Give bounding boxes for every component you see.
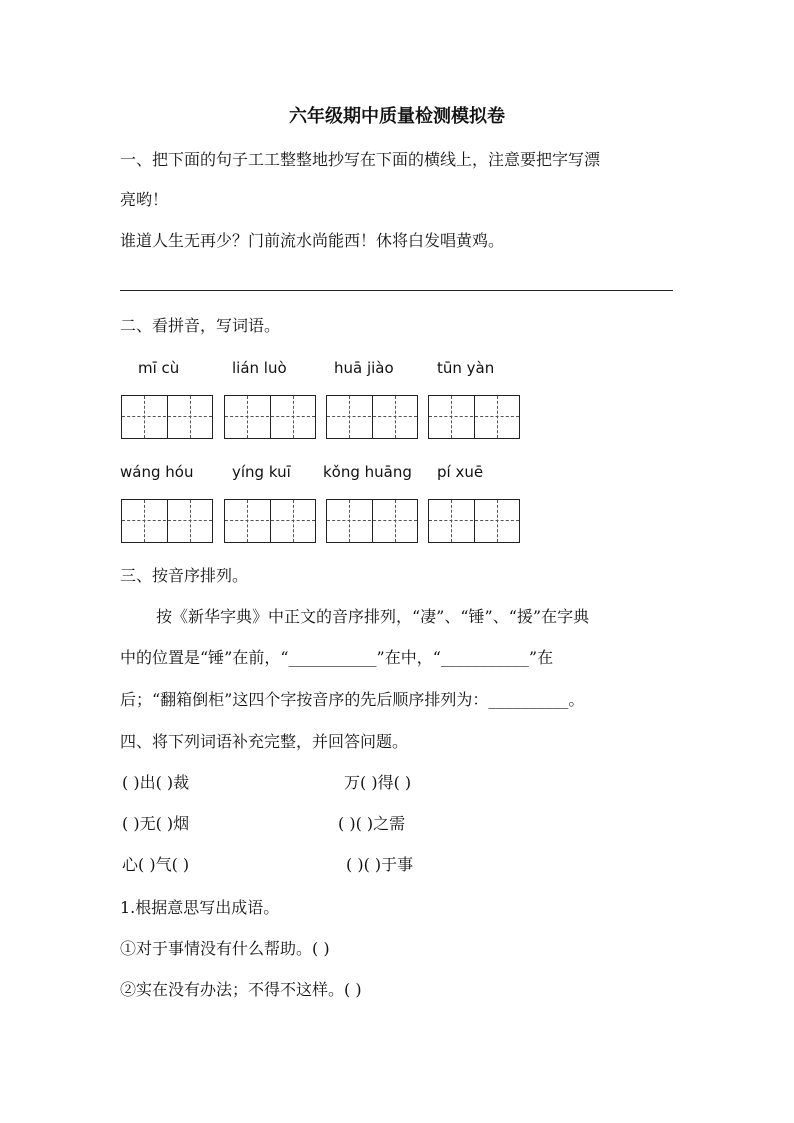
idiom-blank[interactable]: ( )( )之需 [338,814,406,833]
pinyin-item: pí xuē [437,463,484,481]
pinyin-item: huā jiào [334,359,394,377]
pinyin-item: mī cù [138,359,180,377]
idiom-blank[interactable]: 万( )得( ) [344,773,412,792]
section1-heading-line2: 亮哟！ [120,190,169,209]
idiom-blank[interactable]: ( )无( )烟 [122,814,190,833]
writing-grid[interactable] [428,499,520,543]
page-title: 六年级期中质量检测模拟卷 [289,106,505,127]
section3-heading: 三、按音序排列。 [120,566,249,585]
idiom-blank[interactable]: 心( )气( ) [122,855,190,874]
pinyin-item: tūn yàn [437,359,495,377]
section3-para-line3: 后；“翻箱倒柜”这四个字按音序的先后顺序排列为：__________。 [120,690,585,709]
section2-heading: 二、看拼音，写词语。 [120,316,281,335]
pinyin-item: yíng kuī [232,463,291,481]
section3-para-line2: 中的位置是“锤”在前，“___________”在中，“___________”在 [120,648,554,667]
section1-sentence: 谁道人生无再少？门前流水尚能西！休将白发唱黄鸡。 [120,231,505,250]
writing-grid[interactable] [326,499,418,543]
section1-heading-line1: 一、把下面的句子工工整整地抄写在下面的横线上，注意要把字写漂 [120,150,601,169]
pinyin-item: lián luò [232,359,287,377]
question-1-item-2[interactable]: ②实在没有办法；不得不这样。( ) [120,980,362,999]
pinyin-item: kǒng huāng [323,463,412,481]
question-1-item-1[interactable]: ①对于事情没有什么帮助。( ) [120,939,330,958]
idiom-blank[interactable]: ( )出( )裁 [122,773,190,792]
section4-heading: 四、将下列词语补充完整，并回答问题。 [120,732,409,751]
writing-grid[interactable] [326,395,418,439]
writing-grid[interactable] [121,395,213,439]
writing-grid[interactable] [224,395,316,439]
writing-grid[interactable] [428,395,520,439]
writing-grid[interactable] [224,499,316,543]
section3-para-line1: 按《新华字典》中正文的音序排列，“凄”、“锤”、“援”在字典 [156,607,590,626]
pinyin-item: wáng hóu [120,463,194,481]
writing-grid[interactable] [121,499,213,543]
question-1: 1.根据意思写出成语。 [120,898,280,917]
idiom-blank[interactable]: ( )( )于事 [346,855,414,874]
copy-answer-line[interactable] [120,290,673,291]
